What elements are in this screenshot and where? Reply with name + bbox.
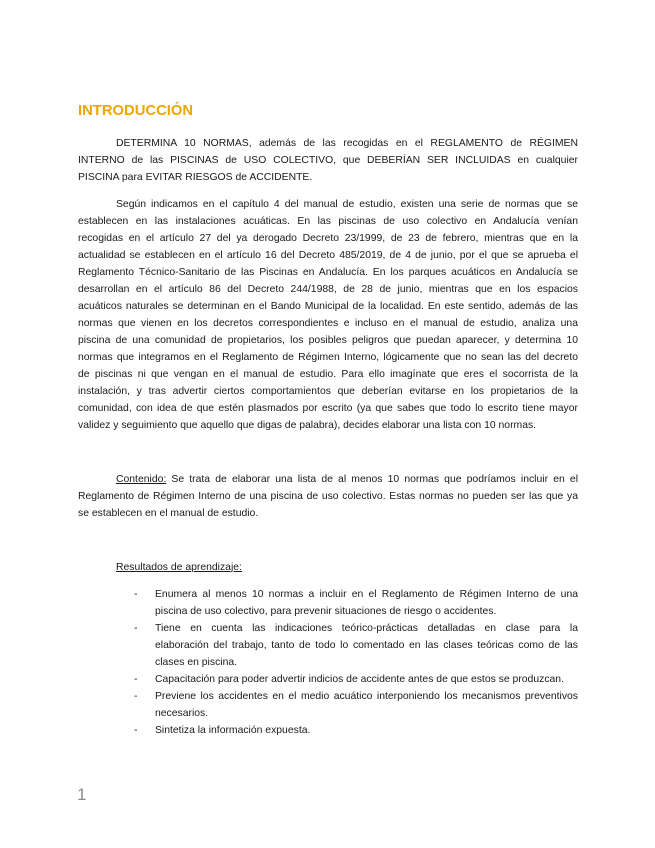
list-marker: - [134,588,138,600]
list-marker: - [134,690,138,702]
context-paragraph [78,196,578,434]
list-item-line: elaboración del trabajo, tanto de todo lo comentado en las clases teóricas como de las [155,639,578,651]
task-statement-paragraph [78,135,578,186]
list-item-line: Capacitación para poder advertir indicios de accidente antes de que estos se produzcan. [155,673,564,685]
learning-outcomes-list [134,586,578,739]
paragraph-line: normas que vienen en los decretos correspondientes e incluso en el manual de estudio, analiza una [78,317,578,329]
paragraph-line: se establecen en el manual de estudio. [78,507,259,519]
paragraph-line: Reglamento de Régimen Interno de una piscina de uso colectivo. Estas normas no pueden ser las que ya [78,490,578,502]
list-item-line: piscina de uso colectivo, para prevenir situaciones de riesgo o accidentes. [155,605,497,617]
paragraph-line: Según indicamos en el capítulo 4 del manual de estudio, existen una serie de normas que se [116,198,578,210]
paragraph-line: PISCINA para EVITAR RIESGOS de ACCIDENTE. [78,171,313,183]
list-item [134,620,578,671]
learning-outcomes-heading: Resultados de aprendizaje: [116,561,242,573]
paragraph-line: normas que integramos en el Reglamento de Régimen Interno, lógicamente que no sean las del decreto [78,351,578,363]
list-item-line: necesarios. [155,707,209,719]
paragraph-line: validez y seguimiento que aquello que digas de palabra), decides elaborar una lista con 10 normas. [78,419,537,431]
paragraph-line: desarrollan en el artículo 86 del Decreto 244/1988, de 28 de junio, mientras que en los espacios [78,283,578,295]
paragraph-line: piscina de una comunidad de propietarios, los posibles peligros que puedan aparecer, y determina 10 [78,334,578,346]
list-marker: - [134,673,138,685]
paragraph-line: actualidad se establecen en el artículo 16 del Decreto 485/2019, de 4 de junio, por el que se aprueba el [78,249,578,261]
list-item-line: Sintetiza la información expuesta. [155,724,311,736]
list-item-line: clases en piscina. [155,656,238,668]
list-item [134,586,578,620]
paragraph-line: recogidas en el artículo 27 del ya derogado Decreto 23/1999, de 23 de febrero, mientras que en la [78,232,578,244]
contenido-paragraph [78,471,578,522]
list-marker: - [134,622,138,634]
list-marker: - [134,724,138,736]
list-item [134,722,578,739]
paragraph-line: acuáticos naturales se determinan en el Bando Municipal de la localidad. En este sentido, además de las [78,300,578,312]
paragraph-line: DETERMINA 10 NORMAS, además de las recogidas en el REGLAMENTO de RÉGIMEN [116,137,578,149]
list-item [134,688,578,722]
paragraph-line: establecen en las instalaciones acuáticas. En las piscinas de uso colectivo en Andalucía venían [78,215,578,227]
list-item-line: Enumera al menos 10 normas a incluir en el Reglamento de Régimen Interno de una [155,588,578,600]
list-item [134,671,578,688]
paragraph-line [78,471,578,488]
paragraph-line-text: Se trata de elaborar una lista de al menos 10 normas que podríamos incluir en el [171,473,578,485]
list-item-line: Previene los accidentes en el medio acuático interponiendo los mecanismos preventivos [155,690,578,702]
section-heading: INTRODUCCIÓN [78,103,194,119]
paragraph-line: Reglamento Técnico-Sanitario de las Piscinas en Andalucía. En los parques acuáticos en Andalucía se [78,266,578,278]
contenido-label: Contenido: [116,473,167,485]
paragraph-line: comunidad, con idea de que estén plasmados por escrito (ya que sabes que todo lo escrito tiene mayor [78,402,578,414]
page-number: 1 [77,785,87,804]
paragraph-line: instalación, y tras advertir ciertos comportamientos que deberían evitarse en los propietarios de la [78,385,578,397]
paragraph-line: de piscinas ni que vengan en el manual de estudio. Para ello imagínate que eres el socorrista de la [78,368,578,380]
list-item-line: Tiene en cuenta las indicaciones teórico-prácticas detalladas en clase para la [155,622,578,634]
paragraph-line: INTERNO de las PISCINAS de USO COLECTIVO, que DEBERÍAN SER INCLUIDAS en cualquier [78,154,578,166]
